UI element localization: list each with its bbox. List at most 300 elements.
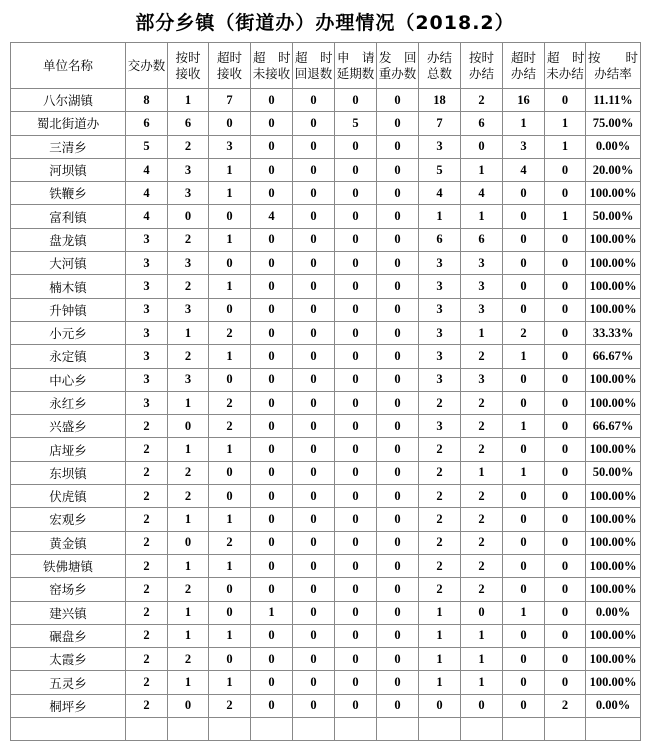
cell-ontime-received xyxy=(168,718,209,741)
cell-extension-requested: 0 xyxy=(335,531,377,554)
cell-overtime-returned: 0 xyxy=(293,624,335,647)
cell-unit-name: 楠木镇 xyxy=(11,275,126,298)
cell-overtime-received: 2 xyxy=(209,415,251,438)
cell-ontime-completion-rate: 100.00% xyxy=(586,298,641,321)
cell-returned-redo: 0 xyxy=(377,228,419,251)
cell-ontime-received: 3 xyxy=(168,158,209,181)
table-row xyxy=(11,112,641,135)
header-line-1: 超 时 xyxy=(295,49,333,65)
cell-ontime-received: 6 xyxy=(168,112,209,135)
cell-ontime-completion-rate: 100.00% xyxy=(586,485,641,508)
cell-extension-requested: 0 xyxy=(335,135,377,158)
status-table xyxy=(10,42,641,741)
cell-overtime-completed: 0 xyxy=(503,228,545,251)
cell-overtime-received: 1 xyxy=(209,345,251,368)
cell-ontime-received: 1 xyxy=(168,391,209,414)
cell-ontime-completed: 2 xyxy=(461,438,503,461)
cell-ontime-received: 0 xyxy=(168,531,209,554)
cell-overtime-received: 0 xyxy=(209,205,251,228)
cell-overtime-not-received: 0 xyxy=(251,485,293,508)
cell-ontime-received: 3 xyxy=(168,298,209,321)
table-row xyxy=(11,275,641,298)
cell-overtime-returned: 0 xyxy=(293,648,335,671)
cell-ontime-completed: 2 xyxy=(461,391,503,414)
cell-unit-name: 黄金镇 xyxy=(11,531,126,554)
cell-overtime-not-received: 0 xyxy=(251,461,293,484)
cell-overtime-returned: 0 xyxy=(293,578,335,601)
cell-overtime-completed: 0 xyxy=(503,391,545,414)
cell-overtime-not-received: 0 xyxy=(251,345,293,368)
cell-returned-redo: 0 xyxy=(377,205,419,228)
header-line-2: 接收 xyxy=(216,65,242,81)
cell-ontime-received: 3 xyxy=(168,252,209,275)
column-header-overtime-completed xyxy=(503,43,545,89)
page-title: 部分乡镇（街道办）办理情况（2018.2） xyxy=(135,12,515,34)
table-row xyxy=(11,624,641,647)
cell-ontime-completed: 2 xyxy=(461,89,503,112)
cell-ontime-received: 3 xyxy=(168,182,209,205)
cell-overtime-returned: 0 xyxy=(293,671,335,694)
cell-assigned-count: 2 xyxy=(126,415,168,438)
cell-overtime-not-completed: 0 xyxy=(545,485,586,508)
cell-ontime-completed: 1 xyxy=(461,648,503,671)
table-row xyxy=(11,578,641,601)
cell-overtime-received: 0 xyxy=(209,112,251,135)
cell-assigned-count: 6 xyxy=(126,112,168,135)
cell-overtime-not-received: 4 xyxy=(251,205,293,228)
cell-assigned-count: 5 xyxy=(126,135,168,158)
cell-unit-name: 小元乡 xyxy=(11,321,126,344)
cell-overtime-not-completed: 0 xyxy=(545,182,586,205)
table-row xyxy=(11,648,641,671)
cell-ontime-completed: 0 xyxy=(461,135,503,158)
header-line-1: 交办数 xyxy=(127,57,166,73)
cell-ontime-completed: 3 xyxy=(461,368,503,391)
cell-completed-total xyxy=(419,718,461,741)
cell-ontime-completed: 1 xyxy=(461,671,503,694)
cell-assigned-count: 4 xyxy=(126,205,168,228)
column-header-overtime-returned xyxy=(293,43,335,89)
cell-ontime-completion-rate: 100.00% xyxy=(586,275,641,298)
cell-completed-total: 3 xyxy=(419,252,461,275)
header-line-1: 办结 xyxy=(426,49,452,65)
table-row xyxy=(11,718,641,741)
header-line-1: 按时 xyxy=(468,49,494,65)
cell-ontime-received: 1 xyxy=(168,624,209,647)
cell-assigned-count: 3 xyxy=(126,275,168,298)
cell-returned-redo: 0 xyxy=(377,89,419,112)
cell-unit-name: 太霞乡 xyxy=(11,648,126,671)
cell-overtime-completed: 1 xyxy=(503,415,545,438)
cell-ontime-received: 1 xyxy=(168,671,209,694)
cell-completed-total: 3 xyxy=(419,321,461,344)
cell-extension-requested: 0 xyxy=(335,648,377,671)
cell-overtime-received: 1 xyxy=(209,275,251,298)
cell-overtime-not-completed: 0 xyxy=(545,275,586,298)
cell-overtime-received: 1 xyxy=(209,671,251,694)
cell-unit-name: 盘龙镇 xyxy=(11,228,126,251)
cell-overtime-not-received: 1 xyxy=(251,601,293,624)
cell-unit-name: 店垭乡 xyxy=(11,438,126,461)
cell-overtime-not-completed: 0 xyxy=(545,158,586,181)
cell-assigned-count xyxy=(126,718,168,741)
cell-unit-name: 富利镇 xyxy=(11,205,126,228)
column-header-ontime-completion-rate xyxy=(586,43,641,89)
cell-returned-redo: 0 xyxy=(377,182,419,205)
table-row xyxy=(11,671,641,694)
cell-overtime-received: 7 xyxy=(209,89,251,112)
cell-completed-total: 2 xyxy=(419,391,461,414)
cell-extension-requested: 0 xyxy=(335,391,377,414)
header-line-2: 回退数 xyxy=(294,65,333,81)
cell-ontime-completion-rate: 100.00% xyxy=(586,578,641,601)
cell-ontime-completion-rate: 100.00% xyxy=(586,252,641,275)
cell-ontime-received: 1 xyxy=(168,321,209,344)
cell-completed-total: 1 xyxy=(419,205,461,228)
cell-ontime-received: 2 xyxy=(168,345,209,368)
cell-completed-total: 3 xyxy=(419,275,461,298)
cell-completed-total: 5 xyxy=(419,158,461,181)
cell-overtime-not-completed: 0 xyxy=(545,624,586,647)
cell-completed-total: 3 xyxy=(419,415,461,438)
cell-assigned-count: 2 xyxy=(126,648,168,671)
cell-ontime-completed: 0 xyxy=(461,601,503,624)
cell-extension-requested: 0 xyxy=(335,228,377,251)
cell-overtime-not-completed: 0 xyxy=(545,554,586,577)
cell-ontime-received: 2 xyxy=(168,578,209,601)
cell-completed-total: 6 xyxy=(419,228,461,251)
cell-overtime-returned: 0 xyxy=(293,485,335,508)
column-header-assigned-count xyxy=(126,43,168,89)
cell-overtime-returned: 0 xyxy=(293,89,335,112)
table-row xyxy=(11,601,641,624)
cell-ontime-completed: 1 xyxy=(461,205,503,228)
cell-ontime-completed: 6 xyxy=(461,112,503,135)
header-line-2: 办结率 xyxy=(594,65,632,81)
cell-overtime-received: 1 xyxy=(209,554,251,577)
table-row xyxy=(11,391,641,414)
cell-overtime-completed: 0 xyxy=(503,648,545,671)
cell-assigned-count: 3 xyxy=(126,391,168,414)
cell-overtime-completed: 0 xyxy=(503,485,545,508)
cell-overtime-not-completed: 0 xyxy=(545,89,586,112)
cell-assigned-count: 2 xyxy=(126,694,168,717)
cell-ontime-completion-rate: 33.33% xyxy=(586,321,641,344)
cell-returned-redo: 0 xyxy=(377,531,419,554)
cell-overtime-not-completed: 0 xyxy=(545,252,586,275)
cell-assigned-count: 3 xyxy=(126,298,168,321)
cell-overtime-received: 1 xyxy=(209,182,251,205)
cell-returned-redo: 0 xyxy=(377,391,419,414)
cell-overtime-received: 1 xyxy=(209,228,251,251)
cell-overtime-received: 1 xyxy=(209,624,251,647)
cell-completed-total: 1 xyxy=(419,601,461,624)
cell-extension-requested: 0 xyxy=(335,345,377,368)
table-row xyxy=(11,135,641,158)
table-row xyxy=(11,485,641,508)
cell-completed-total: 2 xyxy=(419,578,461,601)
column-header-unit-name xyxy=(11,43,126,89)
cell-completed-total: 2 xyxy=(419,438,461,461)
header-line-1: 超时 xyxy=(510,49,536,65)
cell-overtime-not-received: 0 xyxy=(251,182,293,205)
cell-completed-total: 1 xyxy=(419,648,461,671)
cell-overtime-not-completed xyxy=(545,718,586,741)
cell-returned-redo: 0 xyxy=(377,345,419,368)
cell-overtime-returned: 0 xyxy=(293,275,335,298)
table-row xyxy=(11,345,641,368)
header-line-2: 延期数 xyxy=(336,65,375,81)
cell-overtime-not-completed: 0 xyxy=(545,578,586,601)
cell-unit-name: 八尔湖镇 xyxy=(11,89,126,112)
cell-completed-total: 2 xyxy=(419,531,461,554)
cell-unit-name: 伏虎镇 xyxy=(11,485,126,508)
cell-completed-total: 4 xyxy=(419,182,461,205)
cell-returned-redo: 0 xyxy=(377,321,419,344)
cell-ontime-completed: 0 xyxy=(461,694,503,717)
cell-completed-total: 2 xyxy=(419,508,461,531)
cell-unit-name: 兴盛乡 xyxy=(11,415,126,438)
cell-ontime-completion-rate xyxy=(586,718,641,741)
cell-ontime-completion-rate: 100.00% xyxy=(586,228,641,251)
cell-overtime-received: 0 xyxy=(209,298,251,321)
cell-overtime-returned: 0 xyxy=(293,252,335,275)
cell-ontime-received: 2 xyxy=(168,228,209,251)
table-row xyxy=(11,415,641,438)
cell-overtime-received: 3 xyxy=(209,135,251,158)
cell-ontime-received: 1 xyxy=(168,438,209,461)
cell-ontime-completed: 2 xyxy=(461,415,503,438)
table-row xyxy=(11,182,641,205)
cell-overtime-completed: 0 xyxy=(503,554,545,577)
cell-assigned-count: 3 xyxy=(126,228,168,251)
cell-overtime-received: 2 xyxy=(209,694,251,717)
cell-overtime-not-received: 0 xyxy=(251,578,293,601)
cell-overtime-not-received: 0 xyxy=(251,112,293,135)
cell-overtime-received: 0 xyxy=(209,368,251,391)
header-line-1: 超 时 xyxy=(253,49,291,65)
cell-overtime-not-completed: 0 xyxy=(545,531,586,554)
cell-overtime-not-received: 0 xyxy=(251,694,293,717)
header-line-1: 发 回 xyxy=(379,49,417,65)
cell-overtime-not-received: 0 xyxy=(251,554,293,577)
cell-unit-name: 桐坪乡 xyxy=(11,694,126,717)
cell-overtime-received: 0 xyxy=(209,461,251,484)
cell-overtime-returned: 0 xyxy=(293,601,335,624)
cell-overtime-returned xyxy=(293,718,335,741)
cell-overtime-not-completed: 0 xyxy=(545,671,586,694)
cell-overtime-not-completed: 0 xyxy=(545,368,586,391)
cell-ontime-completed: 2 xyxy=(461,578,503,601)
cell-overtime-not-received: 0 xyxy=(251,228,293,251)
cell-returned-redo: 0 xyxy=(377,158,419,181)
cell-completed-total: 0 xyxy=(419,694,461,717)
cell-overtime-not-received: 0 xyxy=(251,648,293,671)
cell-assigned-count: 2 xyxy=(126,624,168,647)
cell-unit-name: 铁佛塘镇 xyxy=(11,554,126,577)
cell-ontime-completion-rate: 100.00% xyxy=(586,648,641,671)
cell-extension-requested: 0 xyxy=(335,298,377,321)
header-line-2: 总数 xyxy=(426,65,452,81)
cell-ontime-completion-rate: 20.00% xyxy=(586,158,641,181)
cell-extension-requested: 0 xyxy=(335,508,377,531)
cell-unit-name: 蜀北街道办 xyxy=(11,112,126,135)
table-row xyxy=(11,368,641,391)
cell-overtime-returned: 0 xyxy=(293,554,335,577)
cell-returned-redo: 0 xyxy=(377,601,419,624)
header-line-1: 申 请 xyxy=(337,49,375,65)
cell-ontime-completed: 2 xyxy=(461,554,503,577)
cell-extension-requested: 0 xyxy=(335,275,377,298)
cell-assigned-count: 3 xyxy=(126,345,168,368)
cell-ontime-completion-rate: 50.00% xyxy=(586,205,641,228)
cell-ontime-received: 2 xyxy=(168,461,209,484)
cell-overtime-completed: 1 xyxy=(503,601,545,624)
header-line-2: 未接收 xyxy=(252,65,291,81)
cell-ontime-received: 0 xyxy=(168,415,209,438)
cell-ontime-completed: 1 xyxy=(461,624,503,647)
cell-ontime-completion-rate: 100.00% xyxy=(586,624,641,647)
table-row xyxy=(11,321,641,344)
table-row xyxy=(11,508,641,531)
cell-overtime-returned: 0 xyxy=(293,508,335,531)
column-header-overtime-not-received xyxy=(251,43,293,89)
cell-ontime-completed: 3 xyxy=(461,275,503,298)
cell-overtime-completed: 0 xyxy=(503,578,545,601)
cell-ontime-completed: 1 xyxy=(461,321,503,344)
cell-completed-total: 3 xyxy=(419,345,461,368)
column-header-ontime-received xyxy=(168,43,209,89)
cell-ontime-completed: 6 xyxy=(461,228,503,251)
cell-ontime-completed: 2 xyxy=(461,531,503,554)
cell-unit-name: 河坝镇 xyxy=(11,158,126,181)
cell-returned-redo: 0 xyxy=(377,135,419,158)
cell-overtime-completed: 3 xyxy=(503,135,545,158)
cell-overtime-returned: 0 xyxy=(293,135,335,158)
cell-returned-redo: 0 xyxy=(377,485,419,508)
cell-ontime-received: 3 xyxy=(168,368,209,391)
cell-overtime-completed: 0 xyxy=(503,252,545,275)
cell-returned-redo: 0 xyxy=(377,368,419,391)
cell-overtime-returned: 0 xyxy=(293,415,335,438)
cell-overtime-returned: 0 xyxy=(293,438,335,461)
cell-completed-total: 7 xyxy=(419,112,461,135)
cell-overtime-received: 2 xyxy=(209,391,251,414)
cell-completed-total: 3 xyxy=(419,135,461,158)
cell-unit-name: 宏观乡 xyxy=(11,508,126,531)
cell-extension-requested: 0 xyxy=(335,554,377,577)
column-header-overtime-received xyxy=(209,43,251,89)
table-row xyxy=(11,158,641,181)
cell-overtime-not-received: 0 xyxy=(251,158,293,181)
cell-overtime-completed: 16 xyxy=(503,89,545,112)
cell-ontime-completion-rate: 100.00% xyxy=(586,438,641,461)
cell-returned-redo: 0 xyxy=(377,671,419,694)
cell-unit-name: 铁鞭乡 xyxy=(11,182,126,205)
cell-unit-name: 五灵乡 xyxy=(11,671,126,694)
cell-overtime-not-received: 0 xyxy=(251,252,293,275)
cell-completed-total: 2 xyxy=(419,554,461,577)
cell-returned-redo: 0 xyxy=(377,461,419,484)
cell-assigned-count: 2 xyxy=(126,485,168,508)
cell-extension-requested: 0 xyxy=(335,252,377,275)
cell-overtime-completed: 1 xyxy=(503,112,545,135)
cell-overtime-received: 2 xyxy=(209,531,251,554)
cell-assigned-count: 2 xyxy=(126,531,168,554)
table-row xyxy=(11,438,641,461)
cell-ontime-completion-rate: 0.00% xyxy=(586,135,641,158)
cell-ontime-completion-rate: 100.00% xyxy=(586,531,641,554)
cell-unit-name: 建兴镇 xyxy=(11,601,126,624)
header-line-1: 超 时 xyxy=(547,49,585,65)
cell-overtime-received: 1 xyxy=(209,158,251,181)
cell-returned-redo: 0 xyxy=(377,112,419,135)
cell-overtime-received: 1 xyxy=(209,508,251,531)
cell-overtime-not-completed: 0 xyxy=(545,321,586,344)
cell-ontime-completed: 3 xyxy=(461,298,503,321)
cell-overtime-returned: 0 xyxy=(293,228,335,251)
cell-overtime-completed: 0 xyxy=(503,508,545,531)
cell-ontime-received: 0 xyxy=(168,205,209,228)
cell-overtime-returned: 0 xyxy=(293,182,335,205)
cell-overtime-not-completed: 0 xyxy=(545,228,586,251)
cell-overtime-received: 0 xyxy=(209,648,251,671)
cell-overtime-received: 0 xyxy=(209,601,251,624)
cell-completed-total: 1 xyxy=(419,671,461,694)
cell-overtime-not-completed: 0 xyxy=(545,508,586,531)
cell-extension-requested: 0 xyxy=(335,578,377,601)
cell-overtime-returned: 0 xyxy=(293,391,335,414)
cell-returned-redo: 0 xyxy=(377,578,419,601)
cell-overtime-completed: 0 xyxy=(503,694,545,717)
cell-ontime-completion-rate: 100.00% xyxy=(586,671,641,694)
table-row xyxy=(11,694,641,717)
cell-overtime-completed: 0 xyxy=(503,205,545,228)
cell-overtime-returned: 0 xyxy=(293,205,335,228)
cell-returned-redo: 0 xyxy=(377,415,419,438)
table-row xyxy=(11,531,641,554)
cell-unit-name: 升钟镇 xyxy=(11,298,126,321)
cell-ontime-received: 0 xyxy=(168,694,209,717)
cell-overtime-not-received: 0 xyxy=(251,671,293,694)
cell-overtime-not-received xyxy=(251,718,293,741)
cell-returned-redo: 0 xyxy=(377,648,419,671)
cell-overtime-not-completed: 0 xyxy=(545,415,586,438)
cell-extension-requested xyxy=(335,718,377,741)
cell-assigned-count: 4 xyxy=(126,158,168,181)
cell-ontime-completion-rate: 100.00% xyxy=(586,554,641,577)
cell-ontime-received: 2 xyxy=(168,485,209,508)
cell-overtime-completed: 0 xyxy=(503,298,545,321)
cell-returned-redo: 0 xyxy=(377,275,419,298)
cell-overtime-not-received: 0 xyxy=(251,508,293,531)
cell-assigned-count: 2 xyxy=(126,508,168,531)
cell-overtime-not-received: 0 xyxy=(251,275,293,298)
cell-assigned-count: 3 xyxy=(126,321,168,344)
cell-ontime-completion-rate: 100.00% xyxy=(586,391,641,414)
cell-overtime-received xyxy=(209,718,251,741)
cell-overtime-received: 2 xyxy=(209,321,251,344)
cell-overtime-returned: 0 xyxy=(293,461,335,484)
cell-overtime-returned: 0 xyxy=(293,345,335,368)
cell-ontime-received: 2 xyxy=(168,275,209,298)
cell-ontime-completion-rate: 0.00% xyxy=(586,694,641,717)
cell-overtime-received: 1 xyxy=(209,438,251,461)
cell-overtime-not-received: 0 xyxy=(251,531,293,554)
cell-returned-redo: 0 xyxy=(377,554,419,577)
cell-ontime-received: 1 xyxy=(168,89,209,112)
cell-extension-requested: 0 xyxy=(335,671,377,694)
